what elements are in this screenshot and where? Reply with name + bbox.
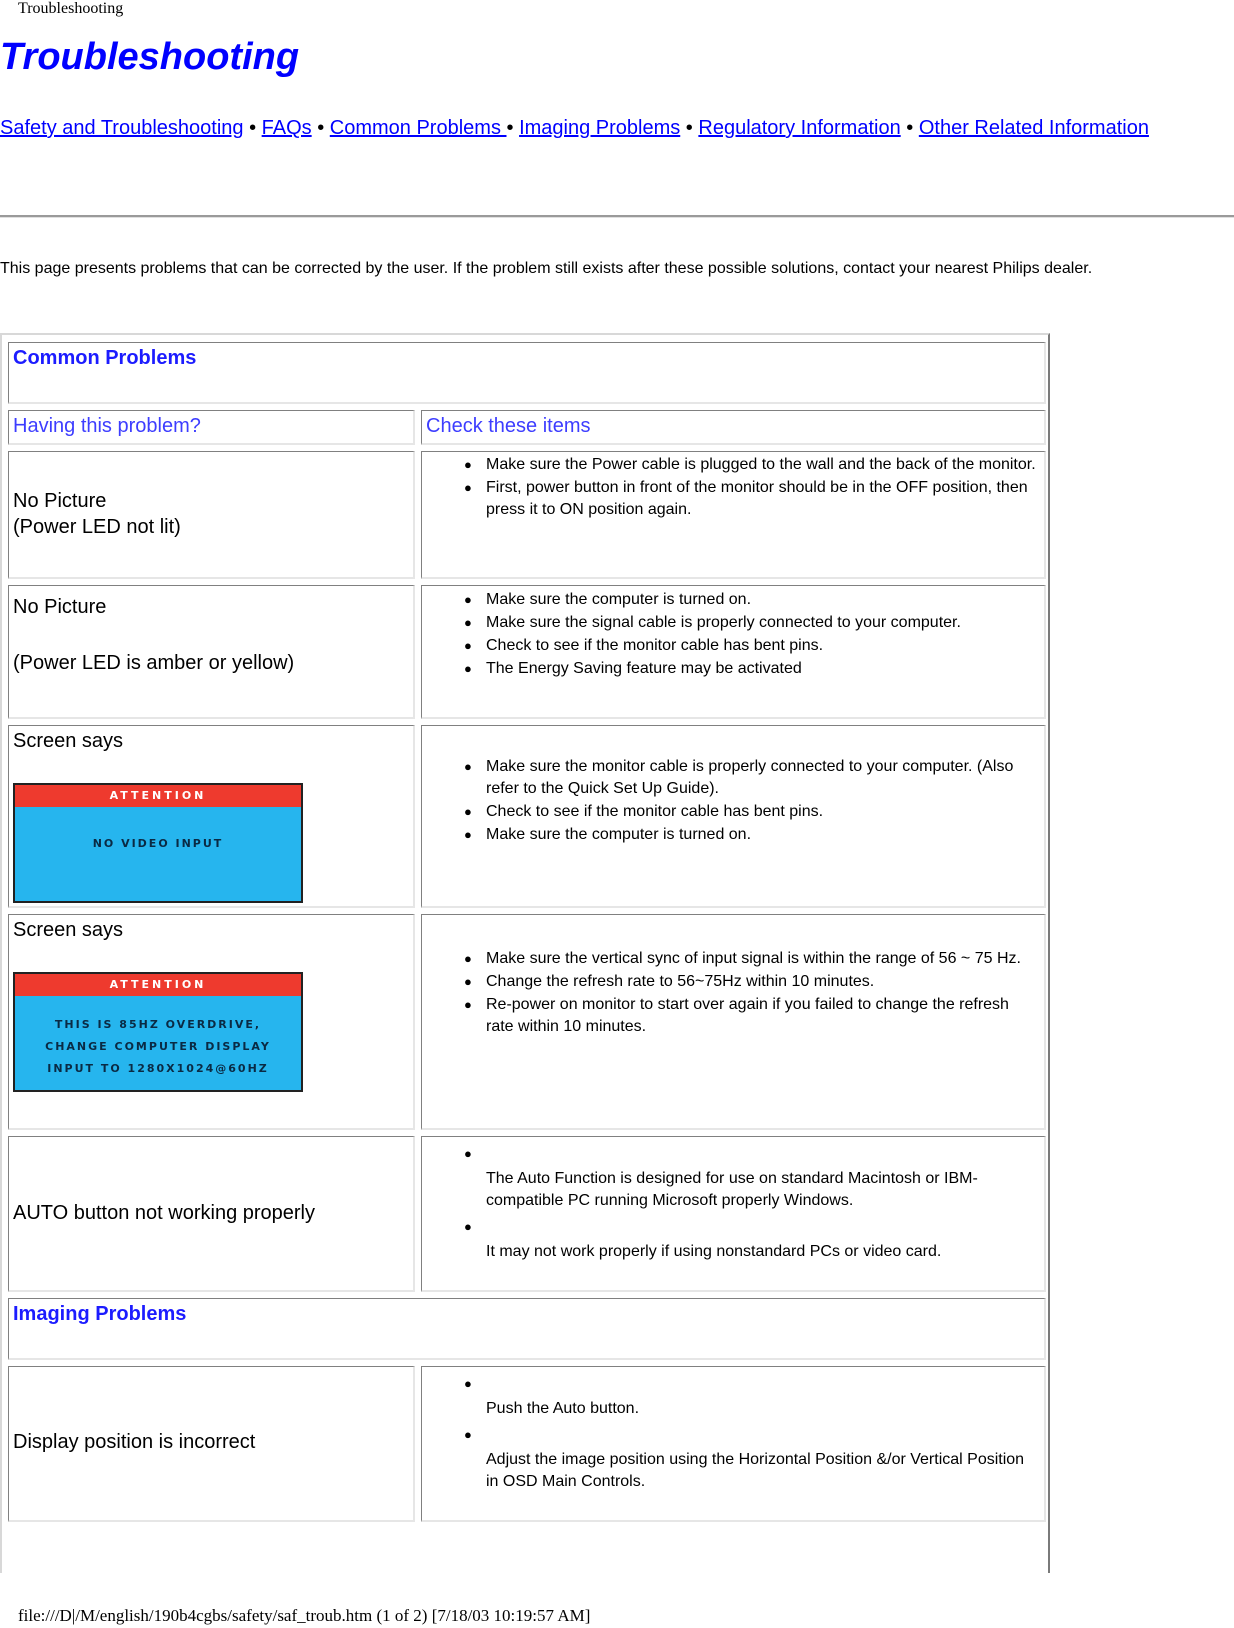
nav-link-safety[interactable]: Safety and Troubleshooting (0, 117, 244, 139)
list-item: ● Adjust the image position using the Horizontal Position &/or Vertical Position in OSD Main Controls. (464, 1424, 1040, 1493)
check-list (464, 948, 1040, 1039)
check-cell (421, 585, 1046, 719)
problem-line: No Picture (13, 596, 107, 618)
check-cell (421, 725, 1046, 908)
problem-text (13, 488, 181, 540)
col-header-check-cell (421, 410, 1046, 445)
osd-no-video-input-image (13, 783, 303, 903)
problem-cell (8, 725, 415, 908)
intro-text: This page presents problems that can be corrected by the user. If the problem still exists after these possible solutions, contact your nearest Philips dealer. (0, 260, 1093, 277)
problem-line: No Picture (13, 490, 107, 512)
problem-cell (8, 1136, 415, 1292)
osd-overdrive-image (13, 972, 303, 1092)
imaging-problems-heading: Imaging Problems (13, 1303, 187, 1325)
check-list (464, 589, 1040, 681)
problem-cell (8, 914, 415, 1130)
troubleshooting-table (0, 333, 1050, 1573)
list-item: ● Check to see if the monitor cable has bent pins. (464, 635, 1040, 657)
osd-title: ATTENTION (15, 785, 301, 807)
problem-text: Screen says (13, 730, 124, 752)
nav-separator: • (900, 117, 919, 139)
check-cell (421, 1136, 1046, 1292)
check-cell (421, 451, 1046, 579)
problem-text: Display position is incorrect (13, 1431, 256, 1453)
nav-link-common-problems[interactable]: Common Problems (329, 117, 507, 139)
osd-title: ATTENTION (15, 974, 301, 996)
problem-cell (8, 1366, 415, 1522)
check-list (464, 1143, 1040, 1267)
osd-message: CHANGE COMPUTER DISPLAY (45, 1040, 271, 1053)
problem-text: AUTO button not working properly (13, 1202, 316, 1224)
list-item: ● The Auto Function is designed for use on standard Macintosh or IBM-compatible PC running Microsoft properly Windows. (464, 1143, 1040, 1212)
problem-line: (Power LED not lit) (13, 516, 181, 538)
list-item: ● Re-power on monitor to start over again if you failed to change the refresh rate within 10 minutes. (464, 994, 1040, 1038)
browser-title: Troubleshooting (18, 0, 124, 17)
problem-line: (Power LED is amber or yellow) (13, 652, 295, 674)
osd-message: THIS IS 85HZ OVERDRIVE, (54, 1018, 262, 1031)
col-header-problem: Having this problem? (13, 415, 201, 437)
problem-text: Screen says (13, 919, 124, 941)
list-item: ● The Energy Saving feature may be activated (464, 658, 1040, 680)
nav-link-imaging-problems[interactable]: Imaging Problems (519, 117, 681, 139)
common-problems-heading: Common Problems (13, 347, 197, 369)
footer-url: file:///D|/M/english/190b4cgbs/safety/saf_troub.htm (1 of 2) [7/18/03 10:19:57 AM] (18, 1606, 591, 1625)
list-item: ● Push the Auto button. (464, 1373, 1040, 1420)
nav-separator: • (243, 117, 262, 139)
list-item: ● Make sure the computer is turned on. (464, 824, 1040, 846)
check-cell (421, 914, 1046, 1130)
nav-separator: • (506, 117, 520, 139)
col-header-check: Check these items (426, 415, 591, 437)
nav-separator: • (311, 117, 330, 139)
problem-cell (8, 585, 415, 719)
osd-message: NO VIDEO INPUT (92, 837, 224, 850)
osd-message: INPUT TO 1280X1024@60HZ (47, 1062, 269, 1075)
imaging-problems-header-cell (8, 1298, 1046, 1360)
check-list (464, 454, 1040, 522)
problem-text (13, 594, 294, 676)
list-item: ● Make sure the vertical sync of input signal is within the range of 56 ~ 75 Hz. (464, 948, 1040, 970)
divider (0, 215, 1234, 218)
list-item: ● Make sure the signal cable is properly connected to your computer. (464, 612, 1040, 634)
check-list (464, 756, 1040, 847)
problem-cell (8, 451, 415, 579)
check-cell (421, 1366, 1046, 1522)
list-item: ● It may not work properly if using nonstandard PCs or video card. (464, 1216, 1040, 1263)
list-item: ● Make sure the Power cable is plugged to the wall and the back of the monitor. (464, 454, 1040, 476)
list-item: ● Change the refresh rate to 56~75Hz within 10 minutes. (464, 971, 1040, 993)
nav-link-other-related[interactable]: Other Related Information (918, 117, 1149, 139)
nav-separator: • (680, 117, 699, 139)
common-problems-header-cell (8, 342, 1046, 404)
nav-link-regulatory[interactable]: Regulatory Information (698, 117, 901, 139)
list-item: ● Make sure the monitor cable is properly connected to your computer. (Also refer to the Quick Set Up Guide). (464, 756, 1040, 800)
list-item: ● Make sure the computer is turned on. (464, 589, 1040, 611)
col-header-problem-cell (8, 410, 415, 445)
list-item: ● Check to see if the monitor cable has bent pins. (464, 801, 1040, 823)
page-title: Troubleshooting (0, 36, 300, 78)
list-item: ● First, power button in front of the monitor should be in the OFF position, then press it to ON position again. (464, 477, 1040, 521)
nav-link-faqs[interactable]: FAQs (261, 117, 312, 139)
check-list (464, 1373, 1040, 1497)
nav-links (0, 114, 1180, 143)
